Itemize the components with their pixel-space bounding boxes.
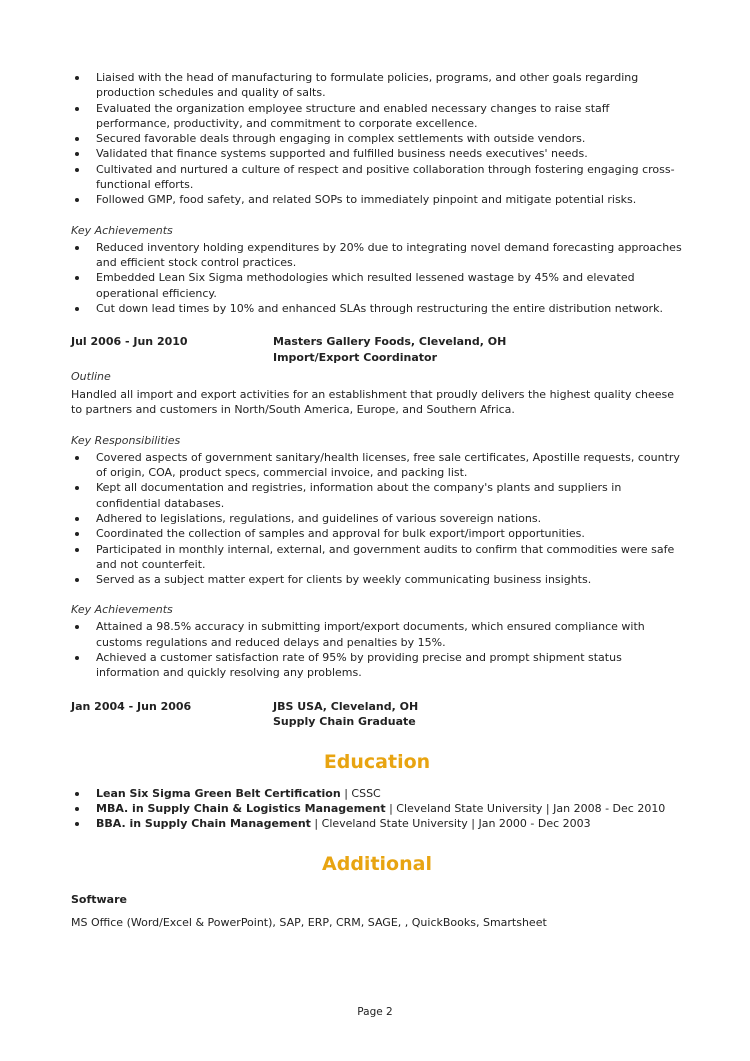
degree-name: MBA. in Supply Chain & Logistics Management (96, 801, 386, 815)
job-company: Masters Gallery Foods, Cleveland, OH (273, 335, 507, 349)
page-number: Page 2 (357, 1006, 393, 1018)
job-dates: Jan 2004 - Jun 2006 (71, 699, 192, 713)
job-title: Import/Export Coordinator (273, 350, 437, 364)
list-item: Participated in monthly internal, external, and government audits to confirm that commodities were safe and not counterfeit. (71, 542, 683, 573)
list-item: Reduced inventory holding expenditures by 20% due to integrating novel demand forecasting approaches and efficient stock control practices. (71, 240, 683, 271)
list-item (71, 786, 683, 801)
list-item: Secured favorable deals through engaging in complex settlements with outside vendors. (71, 131, 683, 146)
list-item: Evaluated the organization employee structure and enabled necessary changes to raise staff performance, productivity, and commitment to corporate excellence. (71, 101, 683, 132)
list-item: Covered aspects of government sanitary/health licenses, free sale certificates, Apostille requests, country of origin, COA, product specs, commercial invoice, and packing list. (71, 450, 683, 481)
list-item: Liaised with the head of manufacturing to formulate policies, programs, and other goals regarding production schedules and quality of salts. (71, 70, 683, 101)
list-item: Embedded Lean Six Sigma methodologies which resulted lessened wastage by 45% and elevated operational efficiency. (71, 270, 683, 301)
job-company: JBS USA, Cleveland, OH (273, 699, 419, 713)
prev-job-achievements (71, 240, 683, 316)
list-item: Attained a 98.5% accuracy in submitting import/export documents, which ensured compliance with customs regulations and reduced delays and penalties by 15%. (71, 619, 683, 650)
software-list: MS Office (Word/Excel & PowerPoint), SAP, ERP, CRM, SAGE, , QuickBooks, Smartsheet (71, 915, 547, 929)
degree-name: Lean Six Sigma Green Belt Certification (96, 786, 341, 800)
prev-job-responsibilities (71, 70, 683, 208)
education-heading: Education (323, 750, 431, 773)
list-item (71, 816, 683, 831)
masters-achievements (71, 619, 683, 680)
list-item: Validated that finance systems supported and fulfilled business needs executives' needs. (71, 146, 683, 161)
masters-responsibilities (71, 450, 683, 588)
additional-heading: Additional (322, 852, 432, 875)
degree-detail: | Cleveland State University | Jan 2000 - Dec 2003 (310, 817, 591, 831)
job-dates: Jul 2006 - Jun 2010 (71, 335, 188, 349)
job-title: Supply Chain Graduate (273, 715, 416, 729)
prev-job-achievements-label: Key Achievements (71, 223, 173, 237)
list-item: Achieved a customer satisfaction rate of 95% by providing precise and prompt shipment status information and quickly resolving any problems. (71, 650, 683, 681)
software-label: Software (71, 892, 127, 906)
resume-page-2 (71, 70, 683, 930)
list-item: Adhered to legislations, regulations, and guidelines of various sovereign nations. (71, 511, 683, 526)
education-list (71, 786, 683, 832)
degree-detail: | CSSC (340, 786, 381, 800)
list-item: Coordinated the collection of samples and approval for bulk export/import opportunities. (71, 526, 683, 541)
list-item: Kept all documentation and registries, information about the company's plants and suppliers in confidential databases. (71, 480, 683, 511)
outline-text: Handled all import and export activities for an establishment that proudly delivers the highest quality cheese to partners and customers in North/South America, Europe, and Southern Africa. (71, 388, 675, 417)
responsibilities-label: Key Responsibilities (71, 433, 181, 447)
list-item (71, 801, 683, 816)
degree-detail: | Cleveland State University | Jan 2008 - Dec 2010 (385, 801, 666, 815)
list-item: Cut down lead times by 10% and enhanced SLAs through restructuring the entire distribution network. (71, 301, 683, 316)
list-item: Cultivated and nurtured a culture of respect and positive collaboration through fostering engaging cross-functional efforts. (71, 162, 683, 193)
list-item: Followed GMP, food safety, and related SOPs to immediately pinpoint and mitigate potential risks. (71, 192, 683, 207)
job-header-masters (71, 334, 683, 365)
job-header-jbs (71, 699, 683, 730)
list-item: Served as a subject matter expert for clients by weekly communicating business insights. (71, 572, 683, 587)
degree-name: BBA. in Supply Chain Management (96, 817, 311, 831)
outline-label: Outline (71, 370, 111, 384)
achievements-label: Key Achievements (71, 603, 173, 617)
